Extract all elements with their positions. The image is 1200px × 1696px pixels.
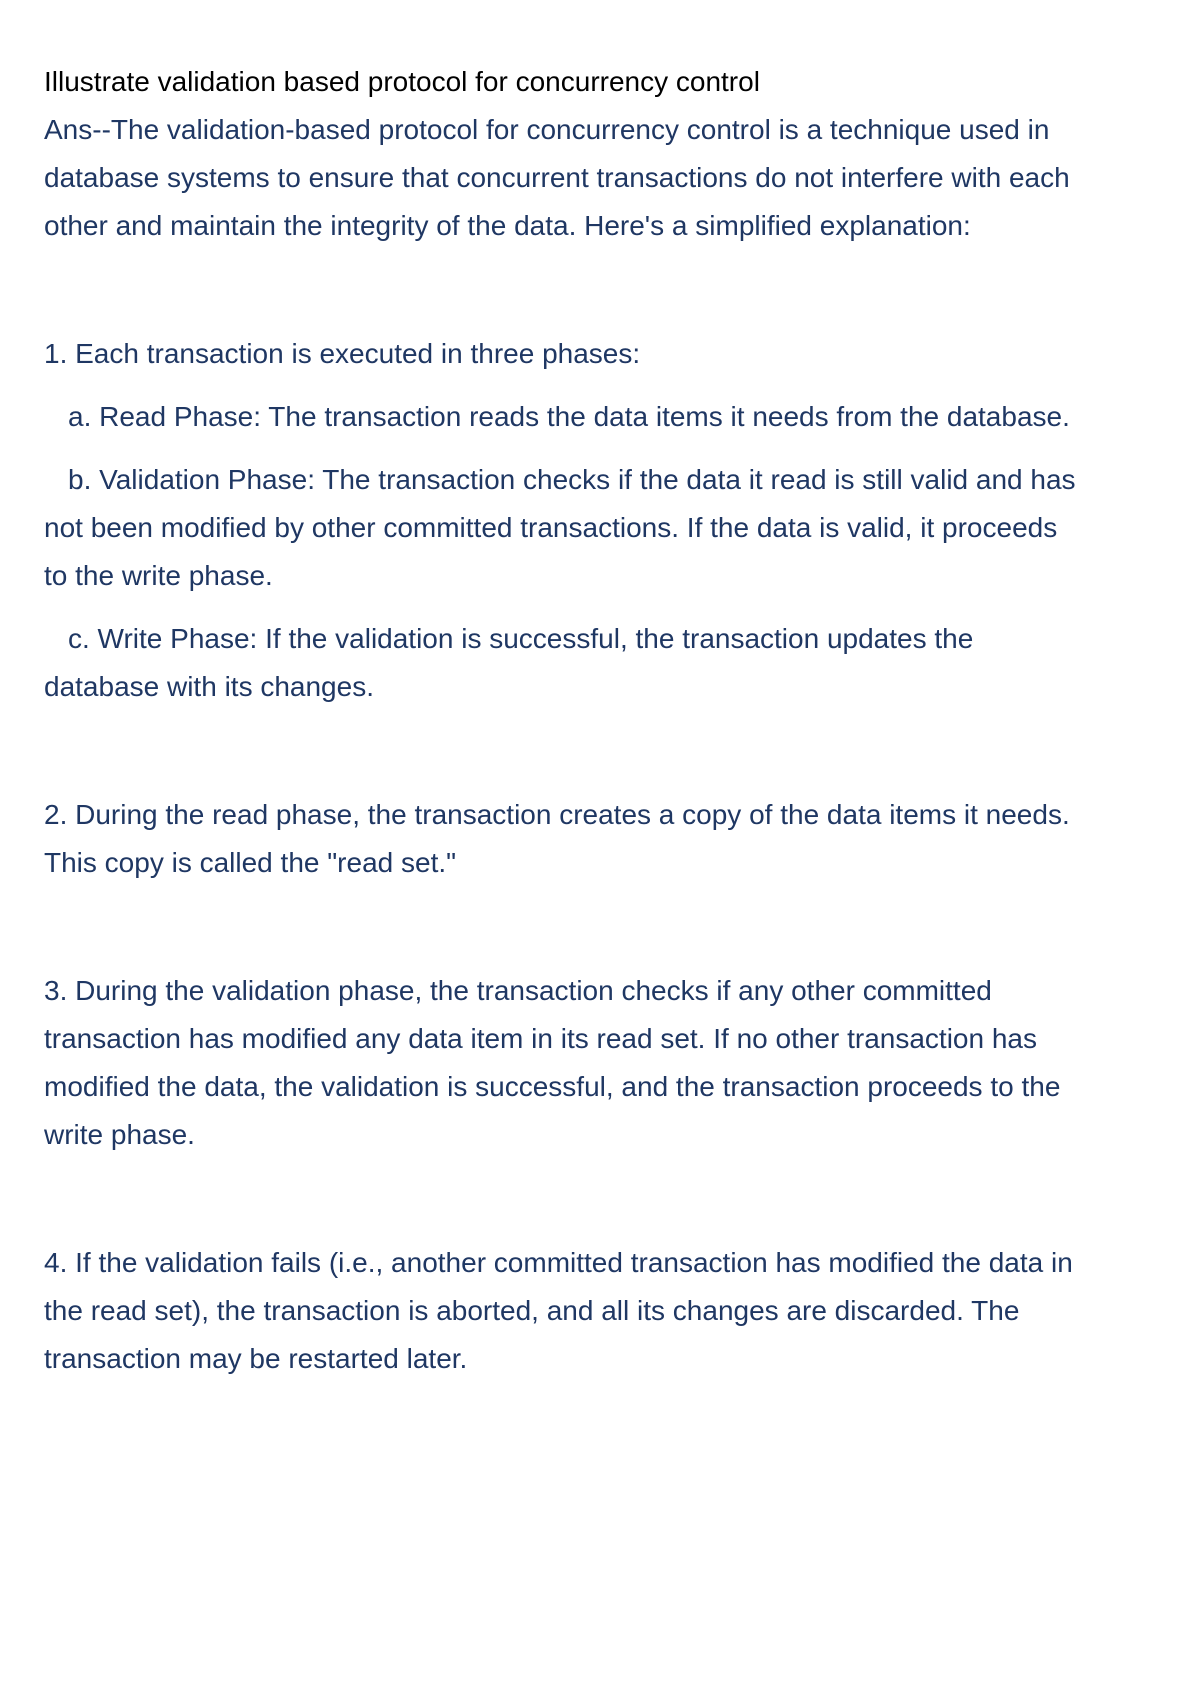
read-phase: a. Read Phase: The transaction reads the data items it needs from the database. [68, 401, 1070, 432]
validation-phase: b. Validation Phase: The transaction checks if the data it read is still valid and has not been modified by other committed transactions. If the data is valid, it proceeds to the write phase. [44, 464, 1076, 591]
step-2: 2. During the read phase, the transaction creates a copy of the data items it needs. This copy is called the "read set." [44, 799, 1070, 878]
answer-intro: Ans--The validation-based protocol for concurrency control is a technique used in database systems to ensure that concurrent transactions do not interfere with each other and maintain the integrity of the data. Here's a simplified explanation: [44, 114, 1070, 241]
step-1: 1. Each transaction is executed in three phases: [44, 338, 641, 369]
step-4: 4. If the validation fails (i.e., another committed transaction has modified the data in the read set), the transaction is aborted, and all its changes are discarded. The transaction may be restarted later. [44, 1247, 1073, 1374]
write-phase: c. Write Phase: If the validation is successful, the transaction updates the database with its changes. [44, 623, 974, 702]
question-title: Illustrate validation based protocol for concurrency control [44, 66, 760, 97]
document-content [44, 58, 1084, 1383]
step-3: 3. During the validation phase, the transaction checks if any other committed transaction has modified any data item in its read set. If no other transaction has modified the data, the validation is successful, and the transaction proceeds to the write phase. [44, 975, 1061, 1150]
